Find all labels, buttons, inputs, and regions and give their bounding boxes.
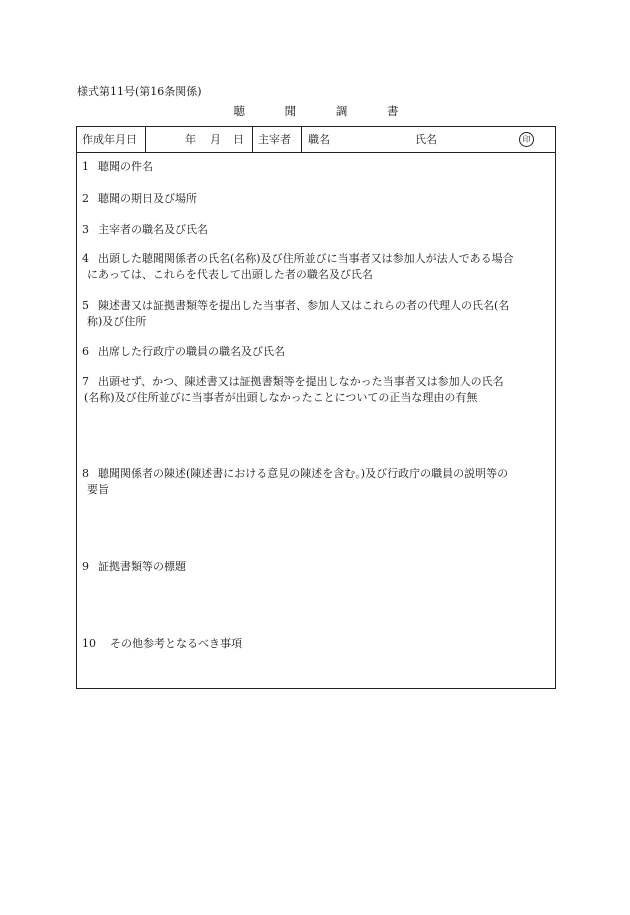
- item-text: 陳述書又は証拠書類等を提出した当事者、参加人又はこれらの者の代理人の氏名(名: [98, 299, 510, 312]
- item-number: 2: [82, 192, 89, 205]
- list-item: [82, 466, 552, 498]
- item-text: 出席した行政庁の職員の職名及び氏名: [98, 345, 285, 358]
- creation-date-label: 作成年月日: [82, 133, 137, 146]
- item-number: 1: [82, 160, 89, 173]
- title-char: 聴: [233, 104, 246, 118]
- item-number: 8: [82, 467, 89, 480]
- seal-icon: 印: [519, 132, 534, 147]
- item-number: 9: [82, 560, 89, 573]
- item-text-continued: 要旨: [87, 483, 109, 496]
- item-number: 5: [82, 299, 89, 312]
- month-label: 月: [210, 133, 221, 146]
- title-char: 聞: [284, 104, 297, 118]
- list-item: [82, 222, 552, 238]
- item-text: 聴聞の期日及び場所: [98, 192, 197, 205]
- item-number: 10: [82, 637, 96, 650]
- item-text: 聴聞関係者の陳述(陳述書における意見の陳述を含む。)及び行政庁の職員の説明等の: [98, 467, 509, 480]
- list-item: [82, 159, 552, 175]
- divider: [252, 127, 253, 152]
- item-number: 4: [82, 252, 89, 265]
- list-item: [82, 298, 552, 330]
- item-text-continued: 称)及び住所: [87, 315, 147, 328]
- item-text: 主宰者の職名及び氏名: [98, 223, 208, 236]
- presider-label: 主宰者: [258, 133, 291, 146]
- item-text: 聴聞の件名: [98, 160, 153, 173]
- list-item: [82, 251, 552, 283]
- divider: [145, 127, 146, 152]
- item-text: その他参考となるべき事項: [110, 637, 242, 650]
- list-item: [82, 559, 552, 575]
- item-number: 3: [82, 223, 89, 236]
- name-label: 氏名: [415, 133, 437, 146]
- form-header-row: [77, 127, 555, 153]
- item-text-continued: にあっては、これらを代表して出頭した者の職名及び氏名: [87, 268, 373, 281]
- document-title: [77, 103, 555, 119]
- title-char: 書: [386, 104, 399, 118]
- position-label: 職名: [308, 133, 330, 146]
- item-text: 出頭した聴聞関係者の氏名(名称)及び住所並びに当事者又は参加人が法人である場合: [98, 252, 514, 265]
- title-char: 調: [335, 104, 348, 118]
- list-item: [82, 374, 552, 406]
- form-number-label: 様式第11号(第16条関係): [77, 85, 202, 98]
- item-text: 出頭せず、かつ、陳述書又は証拠書類等を提出しなかった当事者又は参加人の氏名: [98, 375, 504, 388]
- list-item: [82, 344, 552, 360]
- list-item: [82, 191, 552, 207]
- item-number: 6: [82, 345, 89, 358]
- year-label: 年: [185, 133, 196, 146]
- hearing-record-form: [76, 126, 556, 689]
- item-number: 7: [82, 375, 89, 388]
- list-item: [82, 636, 552, 652]
- item-text: 証拠書類等の標題: [98, 560, 186, 573]
- divider: [301, 127, 302, 152]
- item-text-continued: (名称)及び住所並びに当事者が出頭しなかったことについての正当な理由の有無: [84, 391, 478, 404]
- day-label: 日: [233, 133, 244, 146]
